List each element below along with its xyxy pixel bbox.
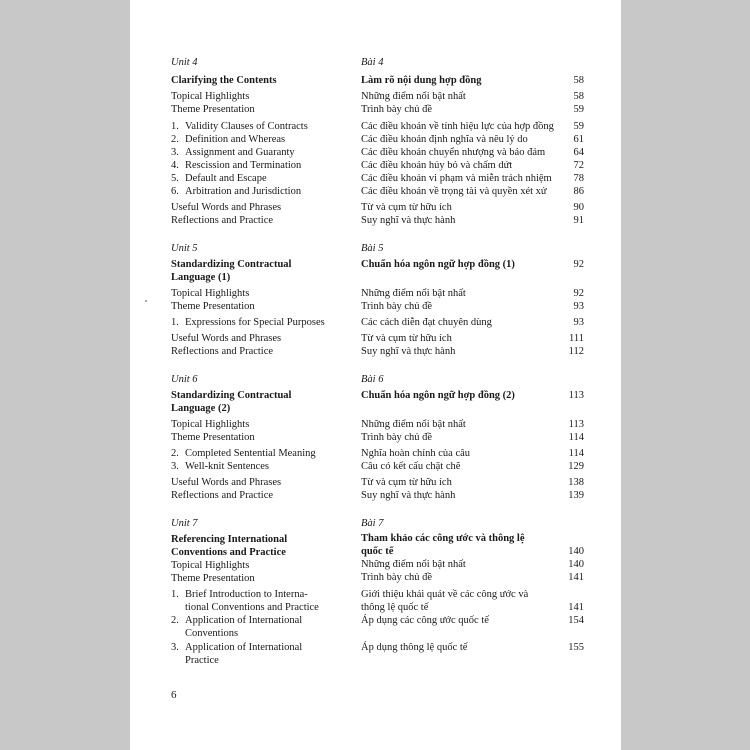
unit-label: Unit 6 (171, 374, 198, 385)
reflect-en: Reflections and Practice (171, 346, 274, 357)
unit-title-vi: Chuẩn hóa ngôn ngữ hợp đồng (1) (361, 259, 515, 270)
page-ref: 72 (573, 160, 584, 171)
item-title-vi: Các điều khoản về trọng tài và quyền xét xử (361, 186, 547, 197)
reflect-en: Reflections and Practice (171, 215, 274, 226)
highlights-vi: Những điểm nổi bật nhất (361, 91, 466, 102)
unit-title-en: Conventions and Practice (171, 547, 286, 558)
unit-title-en: Standardizing Contractual (171, 390, 292, 401)
item-number: 3. (171, 147, 179, 158)
words-en: Useful Words and Phrases (171, 333, 282, 344)
page-ref: 59 (573, 104, 584, 115)
unit-title-vi: quốc tế (361, 546, 394, 557)
item-title-vi: Các điều khoản định nghĩa và nêu lý do (361, 134, 528, 145)
words-en: Useful Words and Phrases (171, 477, 282, 488)
item-title-en: Application of International (185, 642, 303, 653)
item-title-en: Well-knit Sentences (185, 461, 270, 472)
page-ref: 112 (568, 346, 584, 357)
item-number: 3. (171, 461, 179, 472)
page-ref: 113 (568, 390, 584, 401)
theme-en: Theme Presentation (171, 432, 255, 443)
theme-vi: Trình bày chủ đề (361, 301, 433, 312)
item-number: 1. (171, 317, 179, 328)
item-number: 5. (171, 173, 179, 184)
theme-vi: Trình bày chủ đề (361, 104, 433, 115)
item-title-en: Arbitration and Jurisdiction (185, 186, 302, 197)
theme-vi: Trình bày chủ đề (361, 572, 433, 583)
bai-label: Bài 4 (361, 57, 384, 68)
highlights-en: Topical Highlights (171, 288, 250, 299)
unit-title-vi: Làm rõ nội dung hợp đồng (361, 75, 482, 86)
item-title-en: Practice (185, 655, 219, 666)
page-number: 6 (171, 689, 177, 701)
item-title-en: Default and Escape (185, 173, 267, 184)
unit-title-en: Referencing International (171, 534, 288, 545)
page-ref: 129 (568, 461, 584, 472)
page-ref: 114 (568, 448, 584, 459)
item-title-vi: Câu có kết cấu chặt chẽ (361, 461, 461, 472)
words-vi: Từ và cụm từ hữu ích (361, 477, 452, 488)
page-ref: 139 (568, 490, 584, 501)
page-ref: 140 (568, 546, 584, 557)
item-number: 6. (171, 186, 179, 197)
page-ref: 111 (569, 333, 584, 344)
theme-en: Theme Presentation (171, 104, 255, 115)
item-number: 4. (171, 160, 179, 171)
item-title-vi: Áp dụng các công ước quốc tế (361, 615, 489, 626)
item-title-en: Assignment and Guaranty (185, 147, 295, 158)
unit-title-en: Clarifying the Contents (171, 75, 277, 86)
words-en: Useful Words and Phrases (171, 202, 282, 213)
page-ref: 64 (573, 147, 584, 158)
item-title-en: Conventions (185, 628, 239, 639)
item-title-vi: Áp dụng thông lệ quốc tế (361, 642, 468, 653)
highlights-en: Topical Highlights (171, 560, 250, 571)
page-ref: 91 (573, 215, 584, 226)
words-vi: Từ và cụm từ hữu ích (361, 333, 452, 344)
page-ref: 92 (573, 259, 584, 270)
unit-label: Unit 5 (171, 243, 198, 254)
page-ref: 93 (573, 317, 584, 328)
unit-title-vi: Tham khảo các công ước và thông lệ (361, 533, 525, 544)
theme-vi: Trình bày chủ đề (361, 432, 433, 443)
item-title-vi: Nghĩa hoàn chỉnh của câu (361, 448, 471, 459)
bai-label: Bài 6 (361, 374, 384, 385)
item-title-vi: Các điều khoản chuyển nhượng và bảo đảm (361, 147, 546, 158)
highlights-en: Topical Highlights (171, 91, 250, 102)
document-page (130, 0, 621, 750)
item-title-vi: Các điều khoản về tính hiệu lực của hợp đồng (361, 121, 554, 132)
page-ref: 113 (568, 419, 584, 430)
item-title-en: Brief Introduction to Interna- (185, 589, 308, 600)
page-ref: 61 (573, 134, 584, 145)
reflect-vi: Suy nghĩ và thực hành (361, 490, 456, 501)
page-ref: 141 (568, 572, 584, 583)
scan-background-left (0, 0, 130, 750)
page-ref: 114 (568, 432, 584, 443)
unit-title-en: Standardizing Contractual (171, 259, 292, 270)
item-title-en: Definition and Whereas (185, 134, 286, 145)
bai-label: Bài 5 (361, 243, 384, 254)
item-title-en: Rescission and Termination (185, 160, 302, 171)
reflect-vi: Suy nghĩ và thực hành (361, 215, 456, 226)
page-ref: 141 (568, 602, 584, 613)
page-ref: 58 (573, 91, 584, 102)
item-number: 1. (171, 589, 179, 600)
highlights-vi: Những điểm nổi bật nhất (361, 288, 466, 299)
item-title-vi: Các cách diễn đạt chuyên dùng (361, 317, 492, 328)
item-number: 2. (171, 448, 179, 459)
page-ref: 59 (573, 121, 584, 132)
unit-label: Unit 7 (171, 518, 198, 529)
item-title-en: tional Conventions and Practice (185, 602, 319, 613)
unit-label: Unit 4 (171, 57, 198, 68)
page-ref: 140 (568, 559, 584, 570)
unit-title-en: Language (2) (171, 403, 231, 414)
item-title-en: Application of International (185, 615, 303, 626)
theme-en: Theme Presentation (171, 573, 255, 584)
highlights-vi: Những điểm nổi bật nhất (361, 559, 466, 570)
item-number: 2. (171, 134, 179, 145)
unit-title-vi: Chuẩn hóa ngôn ngữ hợp đồng (2) (361, 390, 515, 401)
page-ref: 155 (568, 642, 584, 653)
page-ref: 154 (568, 615, 584, 626)
item-title-en: Expressions for Special Purposes (185, 317, 325, 328)
item-title-vi: Các điều khoản hủy bỏ và chấm dứt (361, 160, 513, 171)
item-number: 1. (171, 121, 179, 132)
item-number: 2. (171, 615, 179, 626)
page-ref: 58 (573, 75, 584, 86)
highlights-en: Topical Highlights (171, 419, 250, 430)
page-ref: 138 (568, 477, 584, 488)
page-ref: 86 (573, 186, 584, 197)
item-title-en: Completed Sentential Meaning (185, 448, 316, 459)
words-vi: Từ và cụm từ hữu ích (361, 202, 452, 213)
reflect-vi: Suy nghĩ và thực hành (361, 346, 456, 357)
highlights-vi: Những điểm nổi bật nhất (361, 419, 466, 430)
item-title-vi: thông lệ quốc tế (361, 602, 429, 613)
page-ref: 78 (573, 173, 584, 184)
theme-en: Theme Presentation (171, 301, 255, 312)
item-title-vi: Các điều khoản vi phạm và miễn trách nhiệm (361, 173, 552, 184)
bai-label: Bài 7 (361, 518, 384, 529)
scan-background-right (621, 0, 750, 750)
item-title-vi: Giới thiệu khái quát về các công ước và (361, 589, 529, 600)
unit-title-en: Language (1) (171, 272, 231, 283)
page-ref: 92 (573, 288, 584, 299)
item-title-en: Validity Clauses of Contracts (185, 121, 308, 132)
page-ref: 93 (573, 301, 584, 312)
scan-speck (145, 300, 147, 302)
reflect-en: Reflections and Practice (171, 490, 274, 501)
page-ref: 90 (573, 202, 584, 213)
item-number: 3. (171, 642, 179, 653)
